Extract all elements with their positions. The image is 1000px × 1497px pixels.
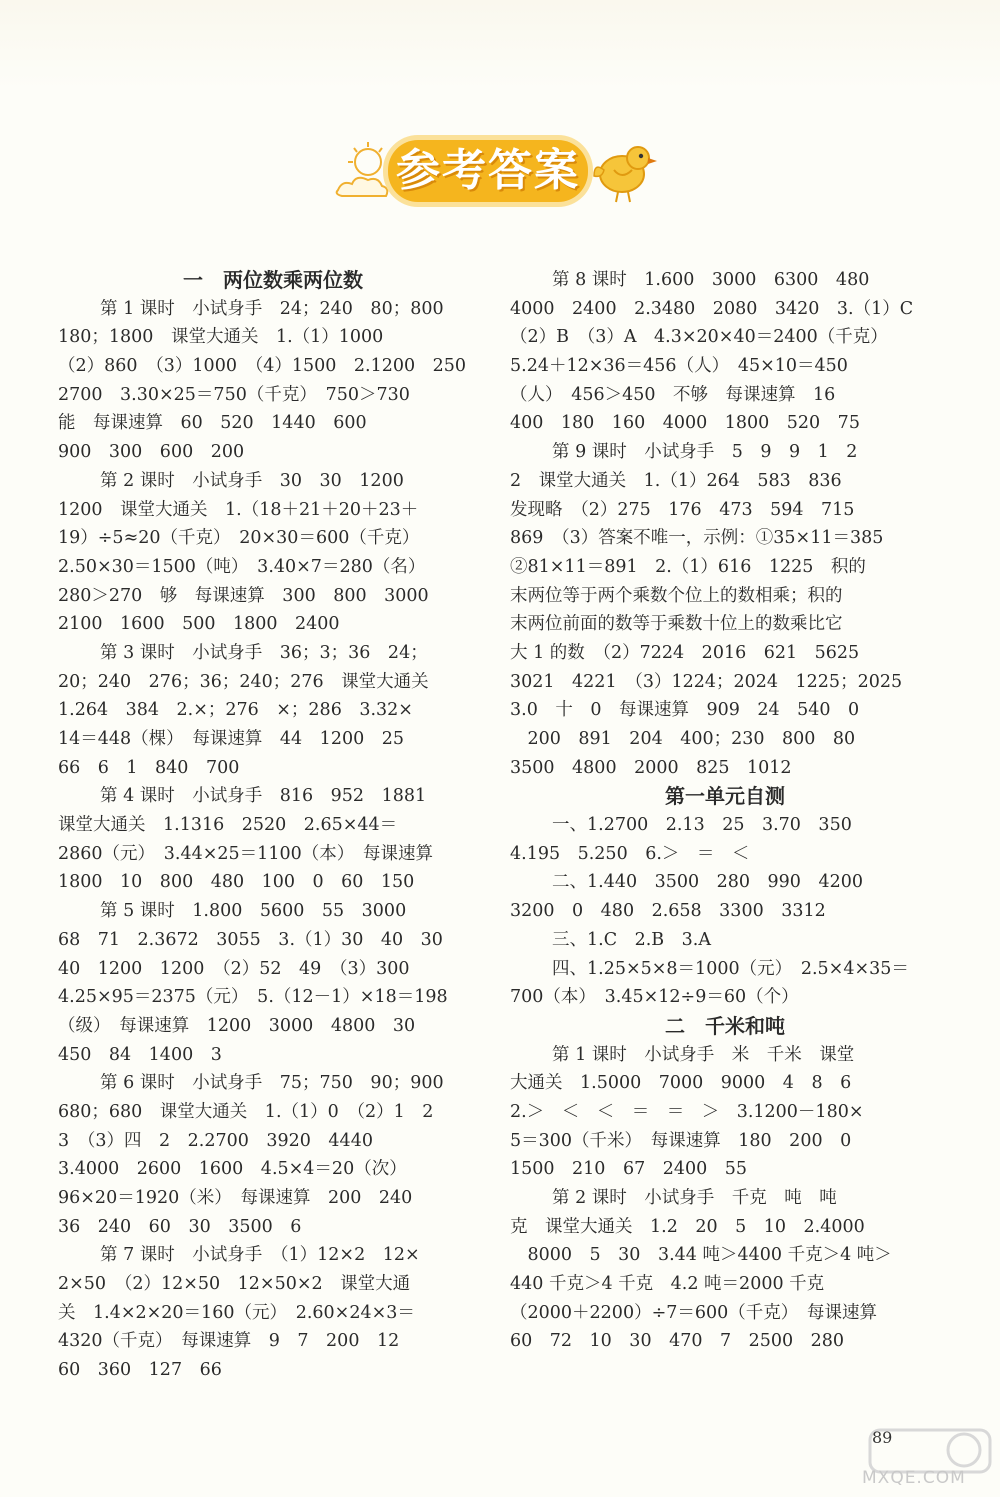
answer-line: 40 1200 1200 （2）52 49 （3）300 [58,958,410,979]
answer-line: 第 7 课时 小试身手 （1）12×2 12× [100,1245,420,1266]
answer-line: 第 1 课时 小试身手 米 千米 课堂 [552,1044,855,1065]
answer-line: 2700 3.30×25＝750（千克） 750＞730 [58,384,410,405]
answer-line: 第 3 课时 小试身手 36；3；36 24； [100,642,428,663]
answer-line: 66 6 1 840 700 [58,757,240,778]
answer-line: 1800 10 800 480 100 0 60 150 [58,872,415,893]
answer-line: 450 84 1400 3 [58,1044,222,1065]
answer-line: 三、1.C 2.B 3.A [552,929,711,950]
answer-line: 700（本） 3.45×12÷9＝60（个） [510,987,799,1008]
answer-line: 2860（元） 3.44×25＝1100（本） 每课速算 [58,843,433,864]
answer-line: 5＝300（千米） 每课速算 180 200 0 [510,1130,852,1151]
answer-line: 2.＞ ＜ ＜ ＝ ＝ ＞ 3.1200－180× [510,1101,864,1122]
answer-line: 400 180 160 4000 1800 520 75 [510,413,860,434]
answer-line: 2100 1600 500 1800 2400 [58,614,340,635]
answer-line: 14＝448（棵） 每课速算 44 1200 25 [58,729,404,749]
answer-line: 4000 2400 2.3480 2080 3420 3.（1）C [510,298,914,319]
answer-line: 36 240 60 30 3500 6 [58,1216,302,1237]
answer-line: 96×20＝1920（米） 每课速算 200 240 [58,1188,413,1208]
answer-line: 200 891 204 400；230 800 80 [510,729,856,749]
answer-line: 3 （3）四 2 2.2700 3920 4440 [58,1130,373,1151]
answer-line: 末两位前面的数等于乘数十位上的数乘比它 [510,614,843,635]
answer-line: 20；240 276；36；240；276 课堂大通关 [58,671,429,692]
answer-line: 1200 课堂大通关 1.（18＋21＋20＋23＋ [58,499,419,520]
answer-line: 3.0 十 0 每课速算 909 24 540 0 [510,700,860,721]
answer-line: 60 360 127 66 [58,1360,222,1381]
section-heading: 二 千米和吨 [665,1013,785,1038]
answer-line: 第 9 课时 小试身手 5 9 9 1 2 [552,442,858,463]
answer-line: （2）860 （3）1000 （4）1500 2.1200 250 [58,356,467,377]
answer-line: 3021 4221 （3）1224；2024 1225；2025 [510,671,903,692]
answer-line: 课堂大通关 1.1316 2520 2.65×44＝ [58,815,398,836]
watermark-url: MXQE.COM [862,1468,966,1488]
answer-line: 180；1800 课堂大通关 1.（1）1000 [58,327,384,348]
answer-line: 2 课堂大通关 1.（1）264 583 836 [510,470,842,491]
answer-line: 3500 4800 2000 825 1012 [510,757,792,778]
answer-line: 第 8 课时 1.600 3000 6300 480 [552,270,870,290]
section-heading: 一 两位数乘两位数 [183,268,363,292]
answer-line: 二、1.440 3500 280 990 4200 [552,872,863,893]
answer-line: 四、1.25×5×8＝1000（元） 2.5×4×35＝ [552,958,909,979]
answer-line: 1500 210 67 2400 55 [510,1159,748,1180]
answer-line: （级） 每课速算 1200 3000 4800 30 [58,1015,416,1036]
answer-line: 869 （3）答案不唯一，示例：①35×11＝385 [510,528,884,549]
answer-line: 大通关 1.5000 7000 9000 4 8 6 [510,1073,852,1094]
answer-line: 第 5 课时 1.800 5600 55 3000 [100,901,407,922]
answer-line: 末两位等于两个乘数个位上的数相乘；积的 [510,585,843,606]
answer-line: 第 1 课时 小试身手 24；240 80；800 [100,298,444,319]
answer-line: 5.24＋12×36＝456（人） 45×10＝450 [510,356,848,377]
answer-line: 8000 5 30 3.44 吨＞4400 千克＞4 吨＞ [510,1245,892,1266]
answer-line: 第 2 课时 小试身手 千克 吨 吨 [552,1188,837,1208]
answer-line: 第 2 课时 小试身手 30 30 1200 [100,470,404,491]
answer-line: ②81×11＝891 2.（1）616 1225 积的 [510,556,866,577]
answer-line: 900 300 600 200 [58,442,245,463]
answer-line: 2.50×30＝1500（吨） 3.40×7＝280（名） [58,556,426,577]
answer-line: 60 72 10 30 470 7 2500 280 [510,1331,845,1352]
answer-line: 一、1.2700 2.13 25 3.70 350 [552,815,852,836]
answer-line: 680；680 课堂大通关 1.（1）0 （2）1 2 [58,1101,434,1122]
answer-line: 能 每课速算 60 520 1440 600 [58,413,367,434]
answer-column-left [58,266,488,1385]
answer-line: 第 6 课时 小试身手 75；750 90；900 [100,1073,444,1094]
answer-line: 2×50 （2）12×50 12×50×2 课堂大通 [58,1274,411,1295]
page-title: 参考答案 [396,145,580,196]
answer-line: 19）÷5≈20（千克） 20×30＝600（千克） [58,528,420,549]
answer-line: （2000＋2200）÷7＝600（千克） 每课速算 [510,1302,878,1323]
answer-line: 4.195 5.250 6.＞ ＝ ＜ [510,843,750,864]
answer-line: 克 课堂大通关 1.2 20 5 10 2.4000 [510,1216,865,1237]
answer-line: 第 4 课时 小试身手 816 952 1881 [100,786,427,807]
bird-icon [592,136,660,208]
answer-line: 68 71 2.3672 3055 3.（1）30 40 30 [58,929,443,950]
answer-line: （2）B （3）A 4.3×20×40＝2400（千克） [510,327,888,348]
section-heading: 第一单元自测 [665,784,785,809]
answer-line: 大 1 的数 （2）7224 2016 621 5625 [510,642,860,663]
page-top-band [0,0,1000,90]
answer-line: 3200 0 480 2.658 3300 3312 [510,901,826,922]
answer-line: 关 1.4×2×20＝160（元） 2.60×24×3＝ [58,1302,415,1323]
answer-line: 440 千克＞4 千克 4.2 吨＝2000 千克 [510,1274,825,1295]
answer-line: （人） 456＞450 不够 每课速算 16 [510,384,836,405]
answer-line: 3.4000 2600 1600 4.5×4＝20（次） [58,1159,407,1180]
answer-line: 发现略 （2）275 176 473 594 715 [510,499,855,520]
page-number: 89 [872,1428,893,1447]
answer-line: 1.264 384 2.×；276 ×；286 3.32× [58,700,413,721]
answer-line: 280＞270 够 每课速算 300 800 3000 [58,585,429,606]
answer-column-right [510,266,940,1356]
answer-line: 4320（千克） 每课速算 9 7 200 12 [58,1331,400,1352]
answer-line: 4.25×95＝2375（元） 5.（12－1）×18＝198 [58,987,448,1008]
title-banner [330,128,660,214]
